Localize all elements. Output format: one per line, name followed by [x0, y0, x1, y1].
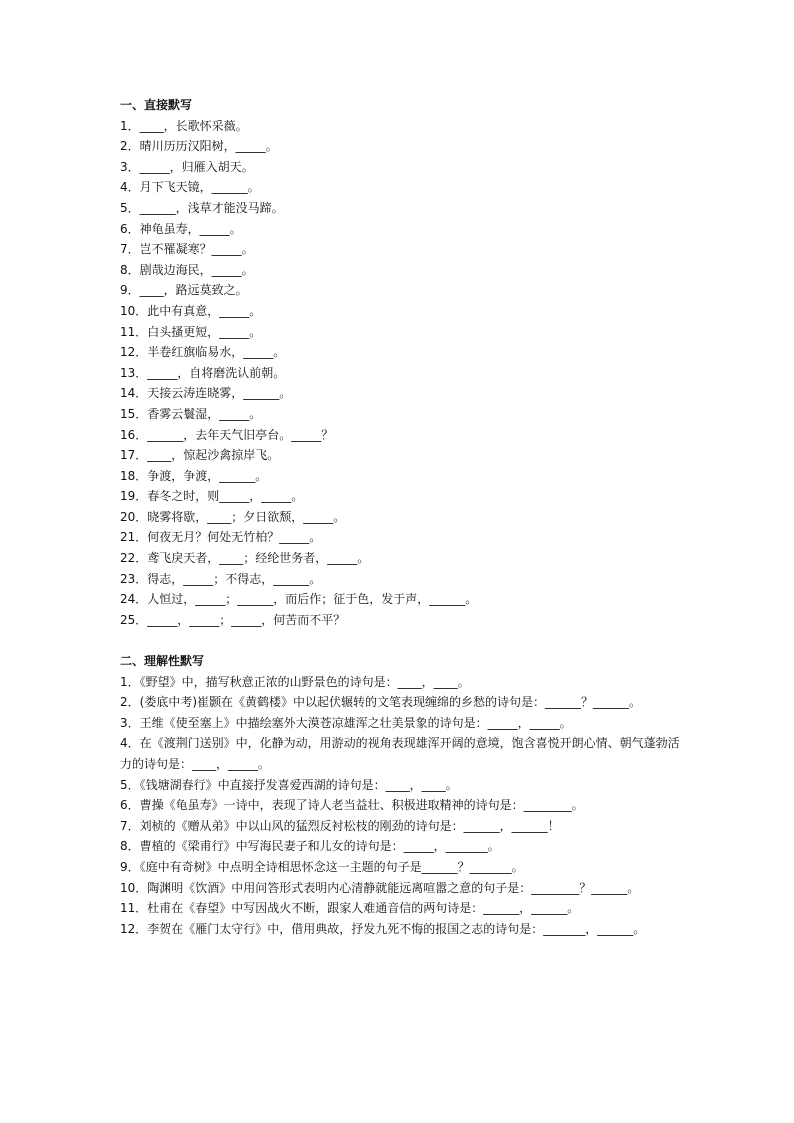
list-item: 15．香雾云鬟湿，_____。: [120, 406, 262, 421]
list-item: 6．神龟虽寿，_____。: [120, 221, 242, 236]
list-item: 5．《钱塘湖春行》中直接抒发喜爱西湖的诗句是：____，____。: [120, 777, 458, 792]
list-item: 14．天接云涛连晓雾，______。: [120, 386, 292, 401]
list-item: 11．白头搔更短，_____。: [120, 324, 262, 339]
section-title-comprehension: 二、理解性默写: [120, 654, 205, 669]
list-item: 20．晓雾将歇，____；夕日欲颓，_____。: [120, 509, 346, 524]
list-item: 11．杜甫在《春望》中写因战火不断，跟家人难通音信的两句诗是：______，______。: [120, 901, 580, 916]
list-item: 10．此中有真意，_____。: [120, 303, 262, 318]
list-item: 25．_____，_____；_____，何苦而不平？: [120, 612, 346, 627]
section-spacer: [120, 630, 680, 651]
list-item: 8．曹植的《梁甫行》中写海民妻子和儿女的诗句是：_____，_______。: [120, 839, 500, 854]
list-item: 17．____，惊起沙禽掠岸飞。: [120, 448, 280, 463]
list-item: 24．人恒过，_____；______，而后作；征于色，发于声，______。: [120, 592, 478, 607]
list-item: 8．剧哉边海民，_____。: [120, 262, 254, 277]
list-item: 2．(娄底中考)崔颢在《黄鹤楼》中以起伏辗转的文笔表现缠绵的乡愁的诗句是：______？______。: [120, 695, 642, 710]
list-item: 4．月下飞天镜，______。: [120, 180, 260, 195]
comprehension-recitation-list: [120, 672, 680, 940]
list-item: 12．半卷红旗临易水，_____。: [120, 345, 286, 360]
list-item: 2．晴川历历汉阳树，_____。: [120, 139, 278, 154]
list-item: 18．争渡，争渡，______。: [120, 468, 268, 483]
list-item: 19．春冬之时，则_____，_____。: [120, 489, 304, 504]
section-title-direct: 一、直接默写: [120, 98, 193, 112]
list-item: 21．何夜无月？何处无竹柏？_____。: [120, 530, 322, 545]
list-item: 16．______，去年天气旧亭台。_____？: [120, 427, 334, 442]
list-item: 1．____，长歌怀采薇。: [120, 118, 248, 133]
list-item: 23．得志，_____；不得志，______。: [120, 571, 322, 586]
list-item: 1．《野望》中，描写秋意正浓的山野景色的诗句是：____，____。: [120, 674, 470, 689]
list-item: 6．曹操《龟虽寿》一诗中，表现了诗人老当益壮、积极进取精神的诗句是：________。: [120, 798, 584, 813]
list-item: 12．李贺在《雁门太守行》中，借用典故，抒发九死不悔的报国之志的诗句是：_______，______。: [120, 921, 646, 936]
list-item: 7．岂不罹凝寒？_____。: [120, 242, 254, 257]
direct-recitation-list: [120, 116, 680, 631]
list-item: 3．王维《使至塞上》中描绘塞外大漠苍凉雄浑之壮美景象的诗句是：_____，_____。: [120, 715, 572, 730]
list-item: 22．鸢飞戾天者，____；经纶世务者，_____。: [120, 551, 370, 566]
list-item: 3．_____，归雁入胡天。: [120, 159, 254, 174]
list-item: 9．____，路远莫致之。: [120, 283, 248, 298]
worksheet-content: [120, 95, 680, 939]
list-item: 9．《庭中有奇树》中点明全诗相思怀念这一主题的句子是______？_______。: [120, 859, 524, 874]
list-item: 7．刘桢的《赠从弟》中以山风的猛烈反衬松枝的刚劲的诗句是：______，______！: [120, 818, 560, 833]
list-item: 5．______，浅草才能没马蹄。: [120, 200, 284, 215]
list-item: 13．_____，自将磨洗认前朝。: [120, 365, 286, 380]
list-item: 10．陶渊明《饮酒》中用问答形式表明内心清静就能远离喧嚣之意的句子是：________？______。: [120, 880, 640, 895]
list-item: 4．在《渡荆门送别》中，化静为动，用游动的视角表现雄浑开阔的意境，饱含喜悦开朗心情、朝气蓬勃活力的诗句是：____，_____。: [120, 736, 680, 771]
